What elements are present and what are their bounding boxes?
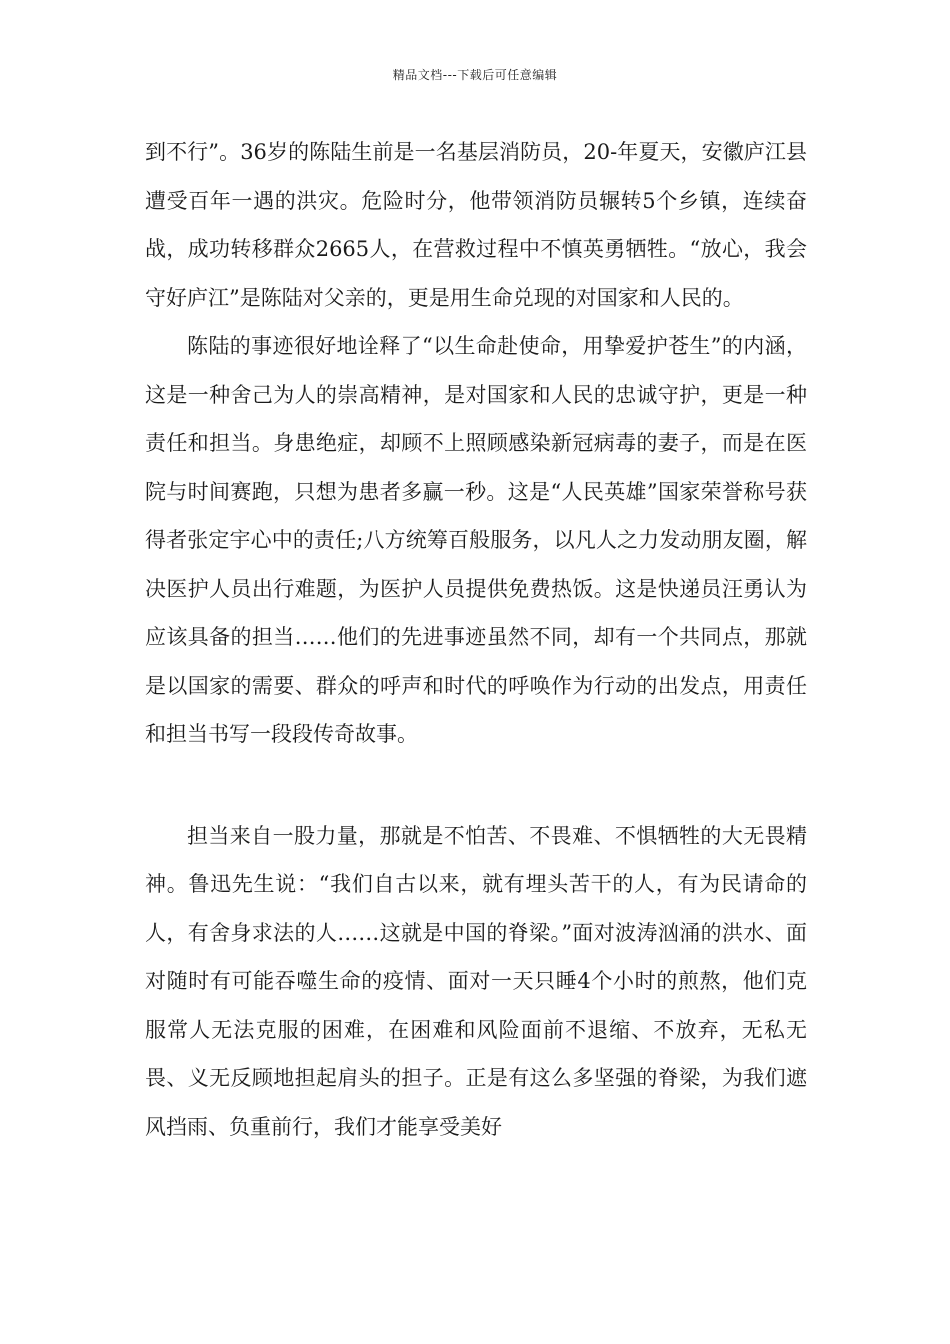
document-body [145, 128, 807, 1151]
paragraph-gap [145, 759, 807, 812]
paragraph-responsibility: 陈陆的事迹很好地诠释了“以生命赴使命，用挚爱护苍生”的内涵，这是一种舍己为人的崇高精神，是对国家和人民的忠诚守护，更是一种责任和担当。身患绝症，却顾不上照顾感染新冠病毒的妻子，而是在医院与时间赛跑，只想为患者多赢一秒。这是“人民英雄”国家荣誉称号获得者张定宇心中的责任;八方统筹百般服务，以凡人之力发动朋友圈，解决医护人员出行难题，为医护人员提供免费热饭。这是快递员汪勇认为应该具备的担当……他们的先进事迹虽然不同，却有一个共同点，那就是以国家的需要、群众的呼声和时代的呼唤作为行动的出发点，用责任和担当书写一段段传奇故事。 [145, 334, 807, 746]
page-header: 精品文档---下载后可任意编辑 [392, 68, 558, 82]
paragraph-chen-lu-story: 到不行”。36岁的陈陆生前是一名基层消防员，20-年夏天，安徽庐江县遭受百年一遇的洪灾。危险时分，他带领消防员辗转5个乡镇，连续奋战，成功转移群众2665人，在营救过程中不慎英勇牺牲。“放心，我会守好庐江”是陈陆对父亲的，更是用生命兑现的对国家和人民的。 [145, 140, 807, 310]
paragraph-courage: 担当来自一股力量，那就是不怕苦、不畏难、不惧牺牲的大无畏精神。鲁迅先生说：“我们自古以来，就有埋头苦干的人，有为民请命的人，有舍身求法的人……这就是中国的脊梁。”面对波涛汹涌的洪水、面对随时有可能吞噬生命的疫情、面对一天只睡4个小时的煎熬，他们克服常人无法克服的困难，在困难和风险面前不退缩、不放弃，无私无畏、义无反顾地担起肩头的担子。正是有这么多坚强的脊梁，为我们遮风挡雨、负重前行，我们才能享受美好 [145, 823, 807, 1139]
